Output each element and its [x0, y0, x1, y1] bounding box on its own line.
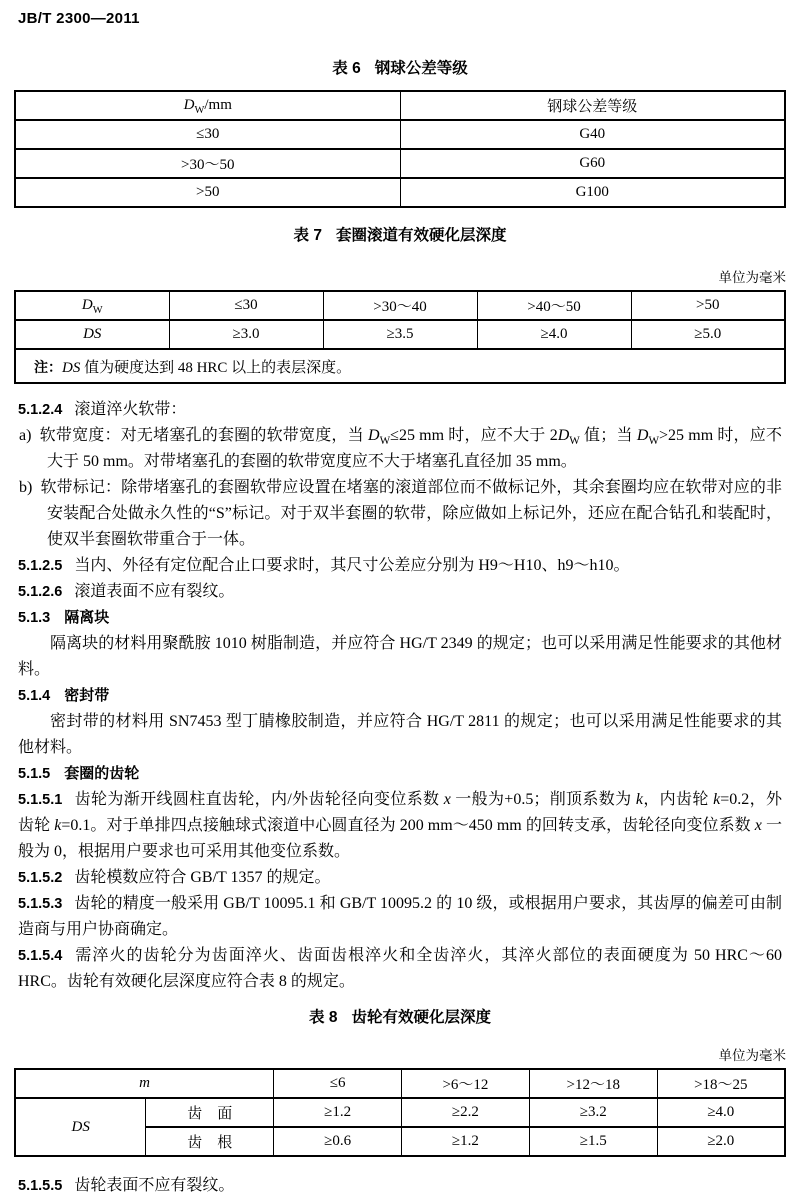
table8-subrow-label: 齿 根	[146, 1127, 274, 1156]
section-text: 当内、外径有定位配合止口要求时，其尺寸公差应分别为 H9～H10、h9～h10。	[74, 557, 630, 574]
list-item-a	[19, 423, 782, 475]
table8-cell: ≥1.2	[402, 1127, 530, 1156]
table7-cell: >40～50	[477, 291, 631, 320]
section-5-1-2-5	[18, 553, 782, 579]
section-text: 齿轮模数应符合 GB/T 1357 的规定。	[74, 869, 331, 886]
table8-gear-hardened-depth	[14, 1068, 786, 1157]
table8-unit-label: 单位为毫米	[718, 1048, 786, 1063]
section-text: 滚道淬火软带：	[74, 401, 187, 418]
table8-cell: ≥2.2	[402, 1098, 530, 1127]
section-number: 5.1.5.2	[18, 870, 63, 886]
section-text: 齿轮的精度一般采用 GB/T 10095.1 和 GB/T 10095.2 的 10 级，或根据用户要求，其齿厚的偏差可由制造商与用户协商确定。	[18, 895, 782, 938]
heading-title: 密封带	[64, 687, 110, 704]
paragraph-5-1-4: 密封带的材料用 SN7453 型丁腈橡胶制造，并应符合 HG/T 2811 的规定；也可以采用满足性能要求的其他材料。	[18, 713, 782, 756]
table6-cell: G100	[400, 178, 785, 207]
table6-caption-title: 钢球公差等级	[374, 60, 468, 77]
heading-5-1-5	[18, 761, 782, 787]
table6-steel-ball-tolerance	[14, 90, 786, 208]
table-row	[15, 1069, 785, 1098]
heading-title: 套圈的齿轮	[64, 765, 140, 782]
section-number: 5.1.2.5	[18, 558, 63, 574]
section-5-1-5-4	[18, 943, 782, 995]
section-number: 5.1.5.4	[18, 948, 63, 964]
table7-cell: DS	[15, 320, 169, 349]
section-number: 5.1.5.1	[18, 792, 63, 808]
list-item-b	[19, 475, 782, 553]
list-item-text: 软带标记：除带堵塞孔的套圈软带应设置在堵塞的滚道部位而不做标记外，其余套圈均应在软带对应的非安装配合处做永久性的“S”标记。对于双半套圈的软带，除应做如上标记外，还应在配合钻孔和装配时，使双半套圈软带重合于一体。	[40, 479, 782, 548]
section-number: 5.1.2.6	[18, 584, 63, 600]
section-number: 5.1.3	[18, 610, 51, 626]
table-row	[15, 91, 785, 120]
table8-subrow-label: 齿 面	[146, 1098, 274, 1127]
table6-header-dw: $D_W/mm$	[15, 91, 400, 120]
table8-cell: ≥3.2	[529, 1098, 657, 1127]
table8-caption-label: 表 8	[309, 1009, 338, 1026]
table6-cell: G40	[400, 120, 785, 149]
standard-number-header: JB/T 2300—2011	[18, 10, 140, 27]
table-row	[15, 178, 785, 207]
table6-header-grade: 钢球公差等级	[400, 91, 785, 120]
table8-cell: ≥0.6	[274, 1127, 402, 1156]
table7-caption-title: 套圈滚道有效硬化层深度	[335, 227, 507, 244]
table7-caption	[0, 223, 800, 245]
section-5-1-5-2	[18, 865, 782, 891]
table8-header-m: m	[15, 1069, 274, 1098]
section-text: 需淬火的齿轮分为齿面淬火、齿面齿根淬火和全齿淬火，其淬火部位的表面硬度为 50 HRC～60 HRC。齿轮有效硬化层深度应符合表 8 的规定。	[18, 947, 782, 990]
table7-cell: ≤30	[169, 291, 323, 320]
document-footer-text	[0, 1173, 800, 1199]
table7-unit-label: 单位为毫米	[718, 270, 786, 285]
section-number: 5.1.5.5	[18, 1178, 63, 1194]
table8-header-cell: ≤6	[274, 1069, 402, 1098]
section-5-1-5-5	[18, 1173, 782, 1199]
table7-cell: >30～40	[323, 291, 477, 320]
table8-cell: ≥4.0	[657, 1098, 785, 1127]
table-row	[15, 349, 785, 383]
table8-row-label-ds: DS	[15, 1098, 146, 1156]
table-row	[15, 120, 785, 149]
table8-cell: ≥1.2	[274, 1098, 402, 1127]
table7-note-label: 注：	[34, 358, 62, 375]
table8-header-cell: >18～25	[657, 1069, 785, 1098]
table7-cell: >50	[631, 291, 785, 320]
table-row	[15, 149, 785, 178]
list-item-text: 软带宽度：对无堵塞孔的套圈的软带宽度，当 $D_W\le 25$ mm 时，应不大于 $2D_W$ 值；当 $D_W>25$ mm 时，应不大于 50 mm。对带堵塞孔的套圈的软带宽度应不大于堵塞孔直径加 35 mm。	[39, 427, 782, 470]
table6-cell: >30～50	[15, 149, 400, 178]
section-number: 5.1.5	[18, 766, 51, 782]
table-row	[15, 1098, 785, 1127]
table8-header-cell: >6～12	[402, 1069, 530, 1098]
table8-caption-title: 齿轮有效硬化层深度	[351, 1009, 491, 1026]
table8-caption	[0, 1005, 800, 1027]
table6-caption	[0, 56, 800, 78]
table7-cell: ≥5.0	[631, 320, 785, 349]
heading-title: 隔离块	[64, 609, 110, 626]
heading-5-1-4	[18, 683, 782, 709]
section-5-1-5-1	[18, 787, 782, 865]
section-text: 齿轮为渐开线圆柱直齿轮，内/外齿轮径向变位系数 x 一般为+0.5；削顶系数为 k，内齿轮 k=0.2，外齿轮 k=0.1。对于单排四点接触球式滚道中心圆直径为 200 mm～450 mm 的回转支承，齿轮径向变位系数 x 一般为 0，根据用户要求也可采用其他变位系数。	[18, 791, 782, 860]
table7-cell: ≥4.0	[477, 320, 631, 349]
section-5-1-2-4	[18, 397, 782, 423]
table7-note-text: DS 值为硬度达到 48 HRC 以上的表层深度。	[62, 359, 352, 376]
paragraph-5-1-3: 隔离块的材料用聚酰胺 1010 树脂制造，并应符合 HG/T 2349 的规定；也可以采用满足性能要求的其他材料。	[18, 635, 782, 678]
table7-note	[15, 349, 785, 383]
section-number: 5.1.2.4	[18, 402, 63, 418]
table7-cell: ≥3.0	[169, 320, 323, 349]
section-number: 5.1.5.3	[18, 896, 63, 912]
list-marker: b)	[19, 479, 33, 496]
section-5-1-5-3	[18, 891, 782, 943]
section-5-1-2-6	[18, 579, 782, 605]
table8-header-cell: >12～18	[529, 1069, 657, 1098]
table7-cell: $D_W$	[15, 291, 169, 320]
table7-cell: ≥3.5	[323, 320, 477, 349]
table6-cell: G60	[400, 149, 785, 178]
table7-caption-label: 表 7	[293, 227, 322, 244]
heading-5-1-3	[18, 605, 782, 631]
table-row	[15, 320, 785, 349]
list-marker: a)	[19, 427, 32, 444]
table8-cell: ≥2.0	[657, 1127, 785, 1156]
table-row	[15, 291, 785, 320]
section-text: 齿轮表面不应有裂纹。	[74, 1177, 235, 1194]
table6-cell: >50	[15, 178, 400, 207]
section-text: 滚道表面不应有裂纹。	[74, 583, 235, 600]
document-body	[0, 397, 800, 995]
section-number: 5.1.4	[18, 688, 51, 704]
table6-caption-label: 表 6	[332, 60, 361, 77]
table7-raceway-hardened-depth	[14, 290, 786, 384]
table8-cell: ≥1.5	[529, 1127, 657, 1156]
table6-cell: ≤30	[15, 120, 400, 149]
